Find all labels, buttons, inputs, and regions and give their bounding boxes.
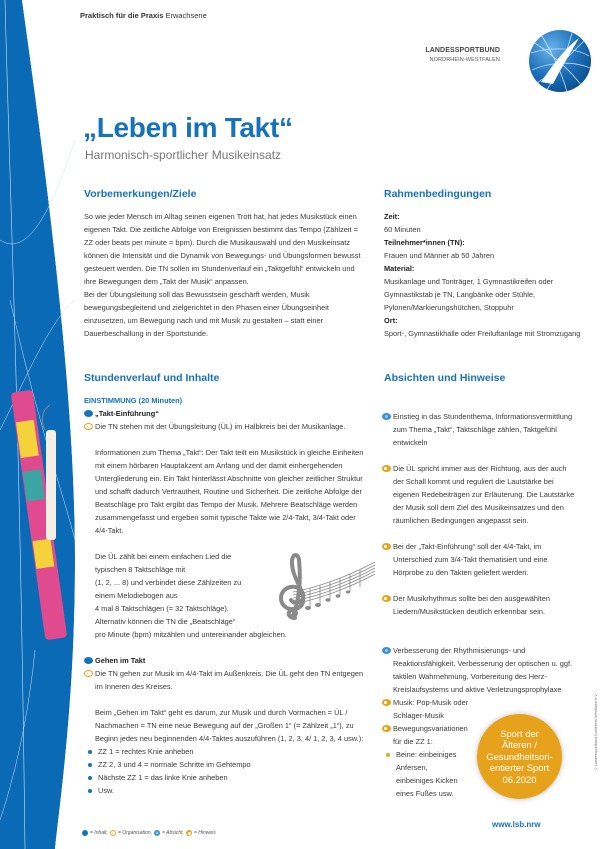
rahmen-label-material: Material: xyxy=(384,264,415,273)
inhalt-marker-icon xyxy=(84,410,93,417)
phase-label: EINSTIMMUNG (20 Minuten) xyxy=(84,396,183,405)
exercise-1-title-row xyxy=(84,407,369,420)
hinweis-4: Musik: Pop-Musik oder Schlager-Musik xyxy=(393,698,469,720)
series-header xyxy=(80,11,207,20)
count-line: (1, 2, ... 8) und verbindet diese Zählzeiten zu xyxy=(95,578,242,587)
exercise-1-org: Die TN stehen mit der Übungsleitung (ÜL) im Halbkreis bei der Musikanlage. xyxy=(95,422,346,431)
vorbemerkungen-paragraph-1: So wie jeder Mensch im Alltag seinen eigenen Trott hat, hat jedes Musikstück einen eigenen Takt. Die zeitliche Abfolge von Ereignissen bestimmt das Tempo (Zählzeit = ZZ oder beats per minute = bpm). Durch die Musikauswahl und den Musikeinsatz können die Intensität und die Dynamik von Bewegungs- und Übungsformen bewusst gesteuert werden. Die TN sollen im Stundenverlauf ein „Taktgefühl“ entwickeln und ihre Bewegungen dem „Takt der Musik“ anpassen. xyxy=(84,212,361,286)
organisation-marker-icon xyxy=(84,423,93,430)
legend-absicht: = Absicht, xyxy=(162,830,184,836)
heading-rahmenbedingungen: Rahmenbedingungen xyxy=(384,188,492,200)
count-line: Alternativ können die TN die „Beatschläge“ xyxy=(95,617,236,626)
absicht-2: Verbesserung der Rhythmisierungs- und Reaktionsfähigkeit, Verbesserung der optischen u. ggf. taktilen Wahrnehmung, Vorbereitung des Herz-Kreislaufsystems und aktive Verletzungsprophylaxe xyxy=(393,646,573,694)
exercise-2-desc: Beim „Gehen im Takt“ geht es darum, zur Musik und durch Vormachen = ÜL / Nachmachen = TN eine neue Bewegung auf der „Großen 1“ (= Zählzeit „1“), zu Beginn jedes neu beginnenden 4/4-Taktes auszuführen (1, 2, 3, 4/ 1, 2, 3, 4 usw.): xyxy=(95,708,364,743)
heading-absichten: Absichten und Hinweise xyxy=(384,372,506,384)
hinweis-2-row xyxy=(382,540,577,579)
rahmen-label-tn: Teilnehmer*innen (TN): xyxy=(384,238,465,247)
globe-icon xyxy=(527,28,593,94)
list-item: ZZ 1 = rechtes Knie anheben xyxy=(84,745,369,758)
inhalt-marker-icon xyxy=(84,657,93,664)
rahmen-list xyxy=(384,210,584,340)
hinweis-marker-icon xyxy=(382,699,391,706)
list-item: ZZ 2, 3 und 4 = normale Schritte im Gehtempo xyxy=(84,758,369,771)
logo-text-line1: LANDESSPORTBUND xyxy=(425,47,500,54)
legend-hinweis: = Hinweis xyxy=(193,830,216,836)
absicht-marker-icon xyxy=(154,830,160,836)
rahmen-value-material: Musikanlage und Tonträger, 1 Gymnastikreifen oder Gymnastikstab je TN, Langbänke oder Stühle, Pylonen/Markierungshütchen, Stoppuhr xyxy=(384,277,554,312)
exercise-2-bullets xyxy=(84,745,369,797)
list-item: Nächste ZZ 1 = das linke Knie anheben xyxy=(84,771,369,784)
rahmen-label-zeit: Zeit: xyxy=(384,212,400,221)
topic-badge xyxy=(477,714,562,799)
exercise-1-title: „Takt-Einführung“ xyxy=(95,409,159,418)
exercise-1-info: Informationen zum Thema „Takt“: Der Takt teilt ein Musikstück in gleiche Einheiten mit einem hörbaren Hauptakzent am Anfang und der damit einhergehenden Untergliederung ein. Ein Takt hinterlässt Abschnitte von gleicher zeitlicher Struktur und schafft dadurch Vertrautheit, Routine und Sicherheit. Die zeitliche Abfolge der Beatschläge pro Takt ergibt das Tempo der Musik. Mehrere Beatschläge werden zusammengefasst und ergeben somit typische Takte wie 2/4-Takt, 3/4-Takt oder 4/4-Takt. xyxy=(95,448,364,535)
organisation-marker-icon xyxy=(110,830,116,836)
hinweis-marker-icon xyxy=(382,595,391,602)
rahmen-value-zeit: 60 Minuten xyxy=(384,225,421,234)
inhalt-marker-icon xyxy=(82,830,88,836)
count-line: Die ÜL zählt bei einem einfachen Lied die xyxy=(95,552,232,561)
absicht-marker-icon xyxy=(382,647,391,654)
hinweis-marker-icon xyxy=(382,543,391,550)
badge-line: Sport der xyxy=(500,727,539,739)
exercise-2-org-row xyxy=(84,667,369,693)
absicht-2-row xyxy=(382,644,577,696)
rahmen-value-tn: Frauen und Männer ab 50 Jahren xyxy=(384,251,495,260)
page-title: „Leben im Takt“ xyxy=(83,112,293,143)
hinweis-4-row xyxy=(382,696,482,722)
vorbemerkungen-text xyxy=(84,210,364,340)
count-line: pro Minute (bpm) mitzählen und untereinander abgleichen. xyxy=(95,630,287,639)
count-line: 4 mal 8 Taktschlägen (= 32 Taktschläge). xyxy=(95,604,229,613)
hinweis-marker-icon xyxy=(382,725,391,732)
hinweis-marker-icon xyxy=(186,830,192,836)
heading-vorbemerkungen: Vorbemerkungen/Ziele xyxy=(84,188,197,200)
heading-stundenverlauf: Stundenverlauf und Inhalte xyxy=(84,372,220,384)
praxis-tag-graphic xyxy=(11,390,68,641)
logo-text-line2: NORDRHEIN-WESTFALEN xyxy=(429,57,500,63)
count-line: einem Melodiebogen aus xyxy=(95,591,178,600)
badge-line: Gesundheitsori- xyxy=(486,750,553,762)
hinweis-5: Bewegungsvariationen für die ZZ 1: xyxy=(393,724,468,746)
exercise-2-org: Die TN gehen zur Musik im 4/4-Takt im Außenkreis. Die ÜL geht den TN entgegen im Inneren des Kreises. xyxy=(95,669,364,691)
absicht-marker-icon xyxy=(382,413,391,420)
website-link[interactable]: www.lsb.nrw xyxy=(492,820,541,829)
rahmen-value-ort: Sport-, Gymnastikhalle oder Freiluftanlage mit Stromzugang xyxy=(384,329,581,338)
hinweis-5-row xyxy=(382,722,472,748)
exercise-1-org-row xyxy=(84,420,369,433)
hinweis-2: Bei der „Takt-Einführung“ soll der 4/4-Takt, im Unterschied zum 3/4-Takt thematisiert und eine Hörprobe zu den Takten geliefert werden. xyxy=(393,542,548,577)
hinweis-1-row xyxy=(382,462,577,527)
list-item: Usw. xyxy=(84,784,369,797)
hinweis-3-row xyxy=(382,592,577,618)
hinweis-1: Die ÜL spricht immer aus der Richtung, aus der auch der Schall kommt und reguliert die Lautstärke bei eigenen Redebeiträgen zur Erläuterung. Die Lautstärke der Musik soll dem Ziel des Musikeinsatzes und den räumlichen Bedingungen angepasst sein. xyxy=(393,464,575,525)
badge-date: 06.2020 xyxy=(502,773,537,785)
series-title: Praktisch für die Praxis xyxy=(80,11,164,20)
lsb-logo xyxy=(415,28,595,98)
copyright-notice: © Landessportbund Nordrhein-Westfalen e.V. xyxy=(594,693,598,770)
legend-inhalt: = Inhalt, xyxy=(90,830,108,836)
list-item: Beine: einbeiniges Anfersen, einbeiniges Kicken eines Fußes usw. xyxy=(382,748,467,800)
exercise-2-title: Gehen im Takt xyxy=(95,656,146,665)
hinweis-3: Der Musikrhythmus sollte bei den ausgewählten Liedern/Musikstücken deutlich erkennbar sein. xyxy=(393,594,550,616)
absicht-1-row xyxy=(382,410,577,449)
badge-line: entierter Sport xyxy=(489,762,550,774)
organisation-marker-icon xyxy=(84,670,93,677)
hinweis-marker-icon xyxy=(382,465,391,472)
series-audience: Erwachsene xyxy=(165,11,207,20)
rahmen-label-ort: Ort: xyxy=(384,316,398,325)
count-line: typischen 8 Taktschläge mit xyxy=(95,565,186,574)
page-subtitle: Harmonisch-sportlicher Musikeinsatz xyxy=(85,148,282,162)
treble-clef-icon xyxy=(265,550,375,620)
marker-legend xyxy=(82,830,216,836)
legend-organisation: = Organisation, xyxy=(117,830,152,836)
vorbemerkungen-paragraph-2: Bei der Übungsleitung soll das Bewusstsein geschärft werden, Musik bewegungsbegleitend und zielgerichtet in den Phasen einer Übungseinheit einzusetzen, um Bewegung nach und mit Musik zu gestalten – statt einer Dauerbeschallung in der Sportstunde. xyxy=(84,290,329,338)
badge-line: Älteren / xyxy=(502,739,537,751)
exercise-2-title-row xyxy=(84,654,369,667)
absicht-1: Einstieg in das Stundenthema, Informationsvermittlung zum Thema „Takt“, Taktschläge zählen, Taktgefühl entwickeln xyxy=(393,412,573,447)
hinweis-5-bullets xyxy=(382,748,467,800)
